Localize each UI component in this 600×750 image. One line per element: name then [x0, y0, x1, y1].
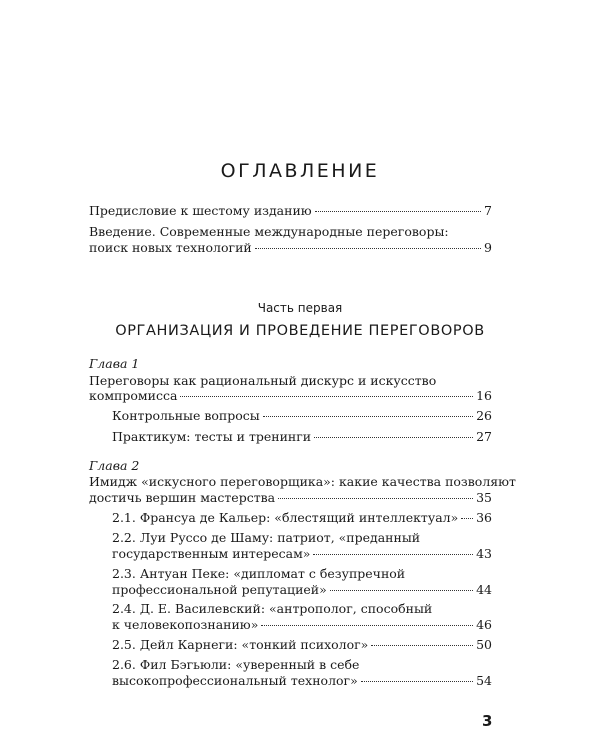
toc-entry-page: 27 [476, 429, 492, 444]
toc-entry-page: 9 [484, 240, 492, 255]
toc-entry-chapter-1[interactable] [89, 388, 492, 404]
toc-entry-text: компромисса [89, 388, 178, 403]
toc-entry-text: Контрольные вопросы [112, 408, 260, 423]
toc-entry-text: государственным интересам» [112, 546, 311, 561]
toc-entry-text: 2.4. Д. Е. Василевский: «антрополог, способный [112, 601, 433, 616]
toc-entry-section-2-6[interactable] [112, 673, 492, 689]
dot-leader [315, 211, 481, 212]
toc-entry-text: Практикум: тесты и тренинги [112, 429, 312, 444]
toc-entry-text: Предисловие к шестому изданию [89, 203, 312, 218]
toc-entry-text: 2.5. Дейл Карнеги: «тонкий психолог» [112, 637, 369, 652]
dot-leader [180, 396, 473, 397]
toc-entry-text: профессиональной репутацией» [112, 582, 327, 597]
dot-leader [361, 681, 473, 682]
toc-entry-text: 2.6. Фил Бэгьюли: «уверенный в себе [112, 657, 360, 672]
toc-entry-page: 36 [476, 510, 492, 525]
toc-entry-page: 43 [476, 546, 492, 561]
toc-entry-section-2-2[interactable] [112, 546, 492, 562]
part-title: ОРГАНИЗАЦИЯ И ПРОВЕДЕНИЕ ПЕРЕГОВОРОВ [115, 323, 485, 339]
toc-entry-introduction[interactable] [89, 240, 492, 256]
dot-leader [263, 416, 473, 417]
dot-leader [371, 645, 473, 646]
toc-entry-text: Введение. Современные международные переговоры: [89, 224, 449, 239]
toc-entry-page: 35 [476, 490, 492, 505]
toc-entry-section-2-1[interactable] [112, 510, 492, 526]
dot-leader [330, 590, 473, 591]
dot-leader [461, 518, 473, 519]
toc-entry-page: 54 [476, 673, 492, 688]
toc-title: ОГЛАВЛЕНИЕ [220, 160, 380, 182]
dot-leader [261, 625, 473, 626]
toc-entry-page: 50 [476, 637, 492, 652]
toc-entry-page: 46 [476, 617, 492, 632]
page-number: 3 [482, 712, 493, 730]
chapter-label: Глава 1 [89, 356, 140, 371]
toc-entry-text: поиск новых технологий [89, 240, 252, 255]
toc-entry-page: 16 [476, 388, 492, 403]
toc-entry-page: 26 [476, 408, 492, 423]
toc-entry-text: достичь вершин мастерства [89, 490, 276, 505]
toc-entry-control-questions[interactable] [112, 408, 492, 424]
toc-entry-text: 2.2. Луи Руссо де Шаму: патриот, «преданный [112, 530, 421, 545]
toc-entry-page: 44 [476, 582, 492, 597]
dot-leader [313, 554, 473, 555]
dot-leader [314, 437, 473, 438]
toc-entry-text: 2.3. Антуан Пеке: «дипломат с безупречной [112, 566, 406, 581]
toc-entry-chapter-2[interactable] [89, 490, 492, 506]
chapter-title: Переговоры как рациональный дискурс и искусство [89, 373, 437, 388]
toc-entry-preface[interactable] [89, 203, 492, 219]
dot-leader [255, 248, 481, 249]
toc-entry-section-2-5[interactable] [112, 637, 492, 653]
toc-entry-text: к человекопознанию» [112, 617, 259, 632]
toc-entry-page: 7 [484, 203, 492, 218]
toc-entry-text: 2.1. Франсуа де Кальер: «блестящий интеллектуал» [112, 510, 459, 525]
toc-entry-section-2-3[interactable] [112, 582, 492, 598]
part-label: Часть первая [257, 301, 343, 315]
toc-entry-section-2-4[interactable] [112, 617, 492, 633]
chapter-label: Глава 2 [89, 458, 140, 473]
toc-entry-practicum[interactable] [112, 429, 492, 445]
toc-entry-text: высокопрофессиональный технолог» [112, 673, 358, 688]
dot-leader [278, 498, 473, 499]
chapter-title: Имидж «искусного переговорщика»: какие качества позволяют [89, 474, 516, 489]
